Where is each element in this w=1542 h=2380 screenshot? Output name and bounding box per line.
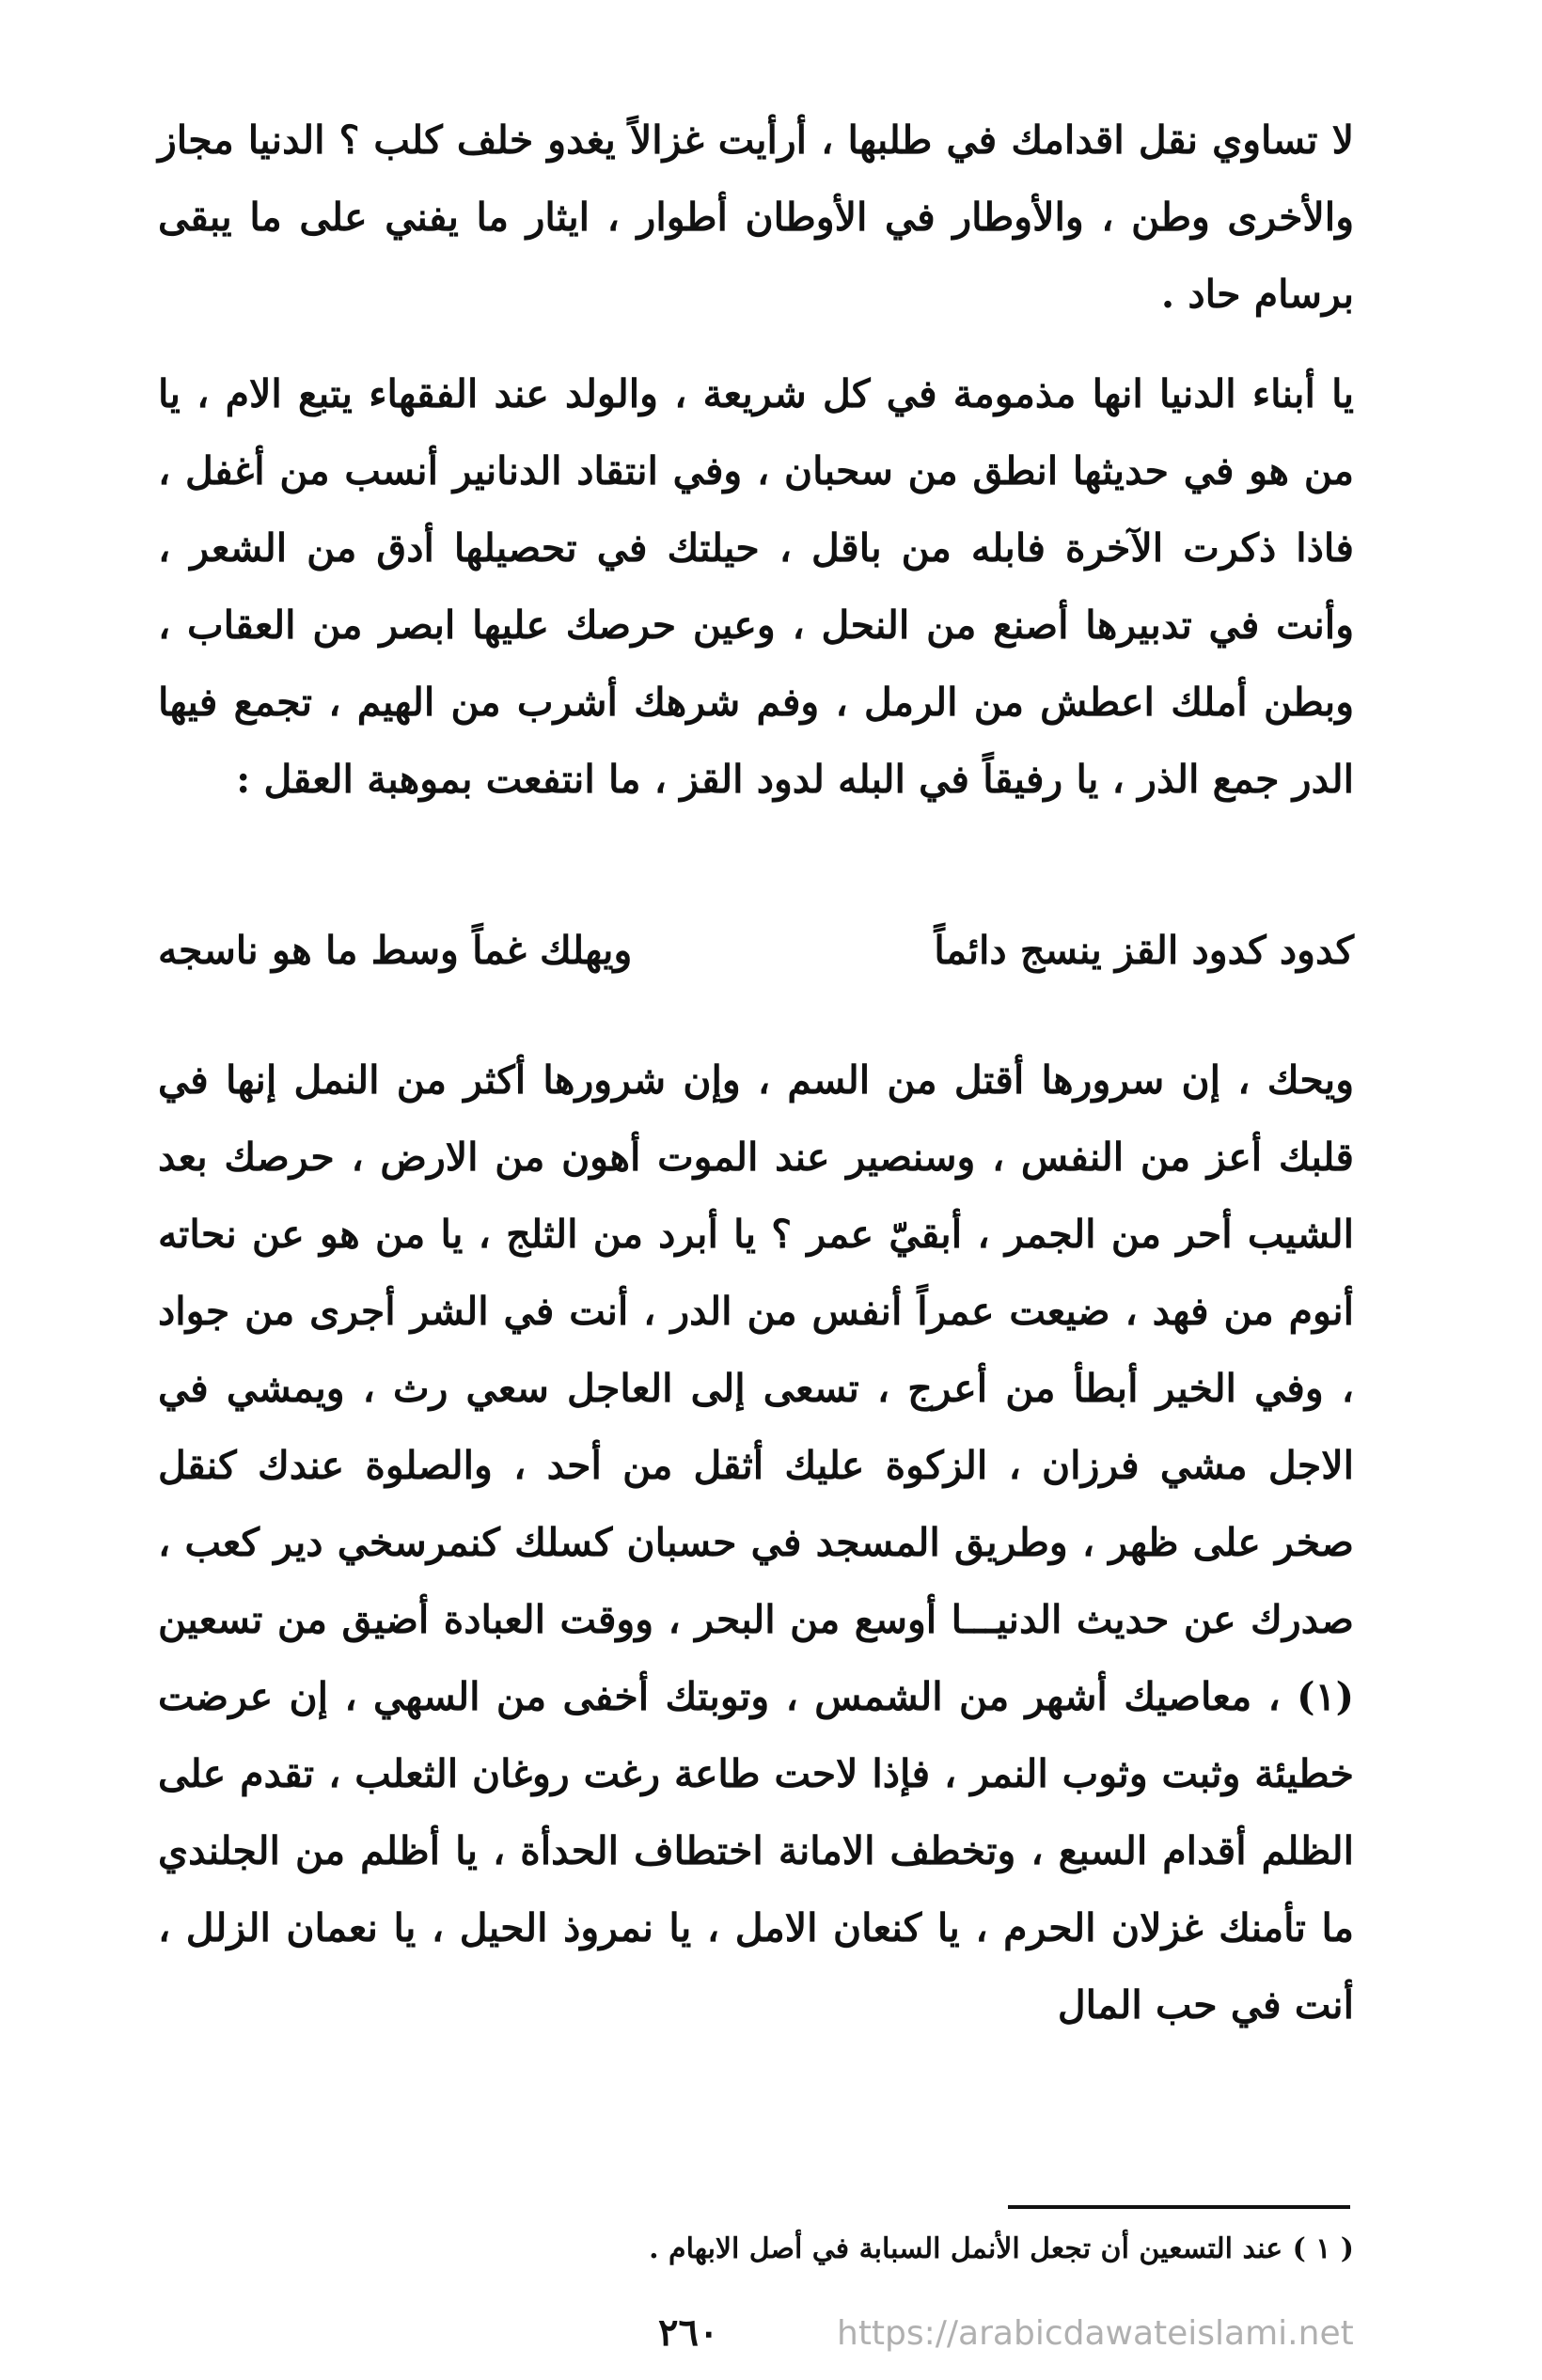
- footnote-separator: [1008, 2205, 1350, 2209]
- verse-first-hemistich: كدود كدود القز ينسج دائماً: [934, 928, 1354, 973]
- paragraph-2: يا أبناء الدنيا انها مذمومة في كل شريعة ، والولد عند الفقهاء يتبع الام ، يا من هو في حديثها انطق من سحبان ، وفي انتقاد الدنانير أنسب من أغفل ، فاذا ذكرت الآخرة فابله من باقل ، حيلتك في تحصيلها أدق من الشعر ، وأنت في تدبيرها أصنع من النحل ، وعين حرصك عليها ابصر من العقاب ، وبطن أملك اعطش من الرمل ، وفم شرهك أشرب من الهيم ، تجمع فيها الدر جمع الذر ، يا رفيقاً في البله لدود القز ، ما انتفعت بموهبة العقل :: [158, 371, 1354, 802]
- poetry-verse: [158, 917, 1354, 983]
- footnote: ( ١ ) عند التسعين أن تجعل الأنمل السبابة في أصل الابهام .: [649, 2232, 1354, 2265]
- page-number: ٢٦٠: [658, 2310, 719, 2355]
- paragraph-1: لا تساوي نقل اقدامك في طلبها ، أرأيت غزالاً يغدو خلف كلب ؟ الدنيا مجاز والأخرى وطن ، والأوطار في الأوطان أطوار ، ايثار ما يفني على ما يبقى برسام حاد .: [158, 117, 1354, 317]
- verse-second-hemistich: ويهلك غماً وسط ما هو ناسجه: [158, 928, 633, 973]
- paragraph-3: ويحك ، إن سرورها أقتل من السم ، وإن شرورها أكثر من النمل إنها في قلبك أعز من النفس ، وسنصير عند الموت أهون من الارض ، حرصك بعد الشيب أحر من الجمر ، أبقيّ عمر ؟ يا أبرد من الثلج ، يا من هو عن نحاته أنوم من فهد ، ضيعت عمراً أنفس من الدر ، أنت في الشر أجرى من جواد ، وفي الخير أبطأ من أعرج ، تسعى إلى العاجل سعي رث ، ويمشي في الاجل مشي فرزان ، الزكوة عليك أثقل من أحد ، والصلوة عندك كنقل صخر على ظهر ، وطريق المسجد في حسبان كسلك كنمرسخي دير كعب ، صدرك عن حديث الدنيـــا أوسع من البحر ، ووقت العبادة أضيق من تسعين (١) ، معاصيك أشهر من الشمس ، وتوبتك أخفى من السهي ، إن عرضت خطيئة وثبت وثوب النمر ، فإذا لاحت طاعة رغت روغان الثعلب ، تقدم على الظلم أقدام السبع ، وتخطف الامانة اختطاف الحدأة ، يا أظلم من الجلندي ما تأمنك غزلان الحرم ، يا كنعان الامل ، يا نمروذ الحيل ، يا نعمان الزلل ، أنت في حب المال: [158, 1057, 1354, 2028]
- watermark-url: https://arabicdawateislami.net: [837, 2314, 1354, 2353]
